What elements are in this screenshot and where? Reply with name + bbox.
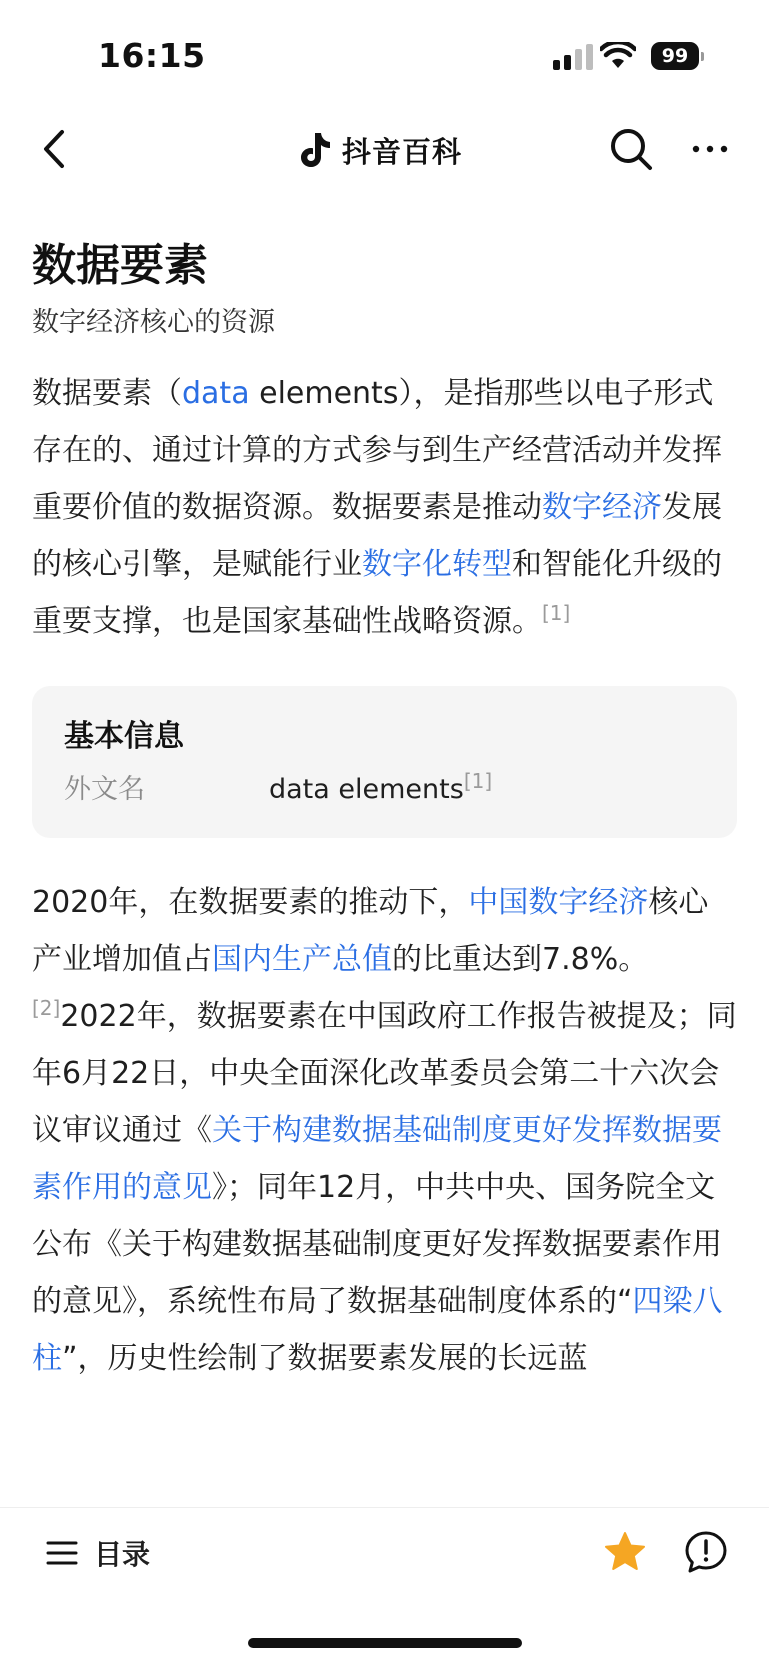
intro-paragraph — [32, 365, 737, 650]
info-row — [64, 770, 705, 810]
menu-list-icon — [46, 1539, 78, 1567]
info-value-text: data elements — [269, 774, 464, 805]
cellular-signal-icon — [553, 44, 595, 70]
link-digital-economy[interactable]: 数字经济 — [542, 490, 662, 525]
douyin-logo-icon — [296, 131, 332, 169]
body-text: 核心产业增加值占 — [32, 885, 709, 977]
nav-bar — [0, 110, 769, 190]
body-text: 的比重达到7.8%。 — [392, 942, 649, 977]
brand-name: 抖音百科 — [342, 134, 463, 169]
intro-text: 数据要素（ — [32, 376, 182, 411]
battery-level: 99 — [651, 42, 699, 70]
body-text: ”，历史性绘制了数据要素发展的长远蓝 — [62, 1341, 588, 1376]
basic-info-card — [32, 686, 737, 838]
more-dots-icon[interactable] — [690, 134, 730, 164]
info-reference-1[interactable]: [1] — [463, 769, 493, 793]
info-card-title: 基本信息 — [64, 719, 184, 754]
link-gdp[interactable]: 国内生产总值 — [212, 942, 392, 977]
info-label-foreign-name: 外文名 — [64, 774, 145, 805]
page-title: 数据要素 — [32, 240, 208, 291]
reference-2[interactable]: [2] — [32, 996, 61, 1020]
back-arrow-icon[interactable] — [36, 126, 76, 172]
star-icon[interactable] — [603, 1530, 647, 1574]
body-paragraph — [32, 874, 737, 1387]
page-subtitle: 数字经济核心的资源 — [32, 307, 275, 338]
body-text: 》；同年12月，中共中央、国务院全文公布《关于构建数据基础制度更好发挥数据要素作用的意见》，系统性布局了数据基础制度体系的“ — [32, 1170, 722, 1319]
link-digital-transformation[interactable]: 数字化转型 — [362, 547, 512, 582]
link-data[interactable]: data — [182, 376, 250, 411]
status-bar — [0, 0, 769, 110]
reference-1[interactable]: [1] — [542, 601, 571, 625]
feedback-icon[interactable] — [684, 1530, 728, 1574]
battery-icon — [651, 42, 703, 70]
toc-label: 目录 — [94, 1538, 151, 1571]
link-data-opinion[interactable]: 关于构建数据基础制度更好发挥数据要素作用的意见 — [32, 1113, 722, 1205]
body-text: 2022年，数据要素在中国政府工作报告被提及；同年6月22日，中央全面深化改革委员会第二十六次会议审议通过《 — [32, 999, 737, 1148]
status-time: 16:15 — [98, 36, 206, 75]
search-icon[interactable] — [608, 126, 654, 172]
intro-text: 和智能化升级的重要支撑，也是国家基础性战略资源。 — [32, 547, 722, 639]
bottom-toolbar — [0, 1507, 769, 1666]
body-text: 2020年，在数据要素的推动下， — [32, 885, 469, 920]
home-indicator — [248, 1638, 522, 1648]
article-content — [32, 235, 737, 1387]
link-four-beams-eight-pillars[interactable]: 四梁八柱 — [32, 1284, 723, 1376]
intro-text: elements），是指那些以电子形式存在的、通过计算的方式参与到生产经营活动并发挥重要价值的数据资源。数据要素是推动 — [32, 376, 722, 525]
brand — [296, 130, 462, 170]
intro-text: 发展的核心引擎，是赋能行业 — [32, 490, 722, 582]
link-china-digital-economy[interactable]: 中国数字经济 — [468, 885, 649, 920]
info-value-foreign-name — [269, 770, 492, 810]
toc-button[interactable] — [46, 1528, 150, 1578]
wifi-icon — [600, 42, 636, 70]
